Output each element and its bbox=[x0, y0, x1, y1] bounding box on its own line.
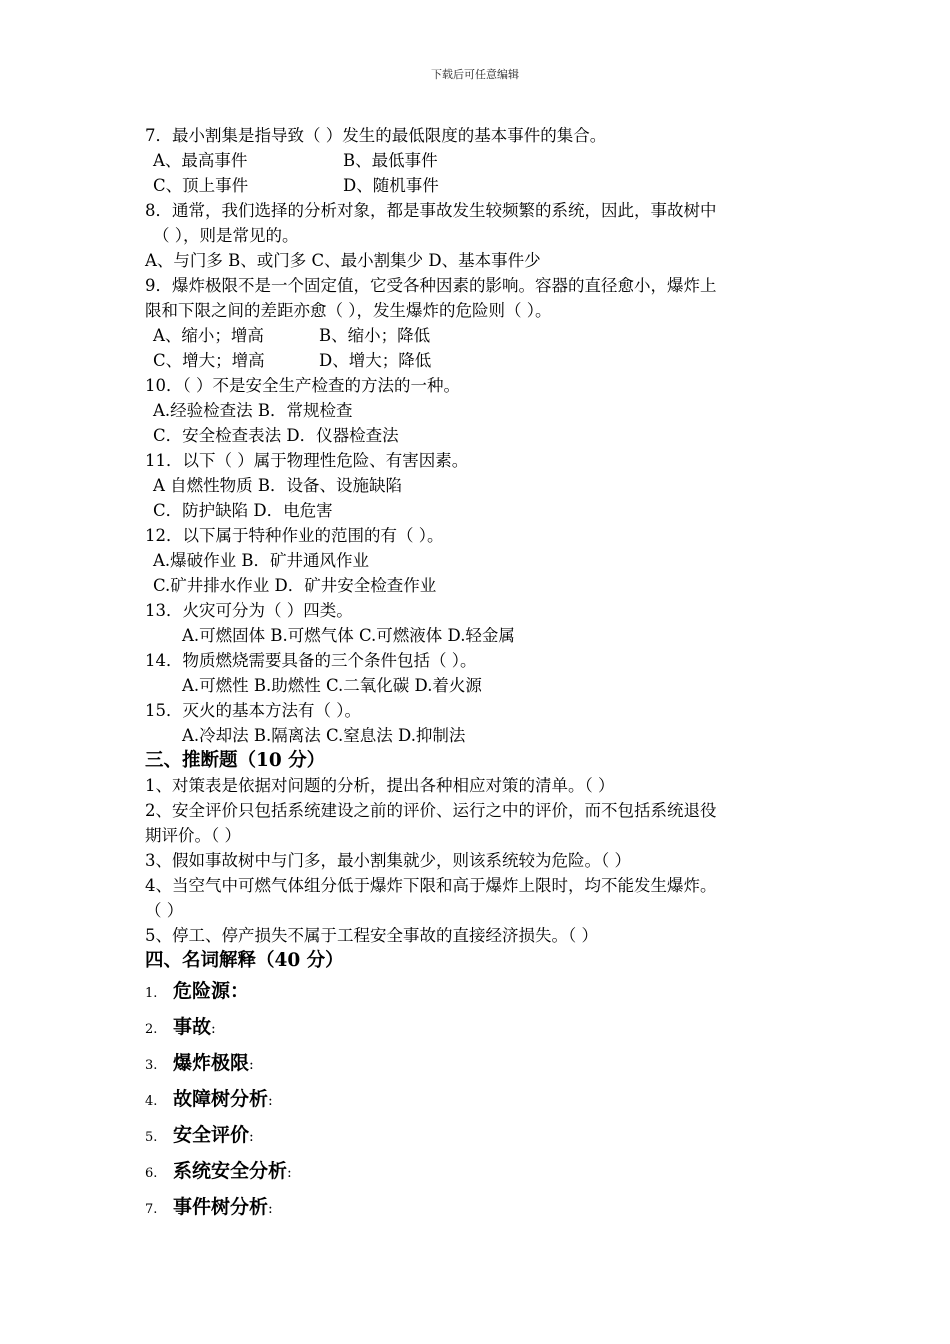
question-14-stem: 14．物质燃烧需要具备的三个条件包括（ ）。 bbox=[145, 651, 477, 670]
question-15-options: A.冷却法 B.隔离法 C.窒息法 D.抑制法 bbox=[182, 726, 466, 745]
question-15-stem: 15．灭火的基本方法有（ ）。 bbox=[145, 701, 361, 720]
question-11-stem: 11．以下（ ）属于物理性危险、有害因素。 bbox=[145, 451, 469, 470]
option-a: A、缩小；增高 bbox=[153, 326, 264, 345]
term-colon: : bbox=[287, 1165, 292, 1181]
question-7-stem: 7．最小割集是指导致（ ）发生的最低限度的基本事件的集合。 bbox=[145, 126, 607, 145]
term-item bbox=[145, 1009, 825, 1045]
question-10-options-ab: A.经验检查法 B．常规检查 bbox=[153, 401, 353, 420]
term-text: 事件树分析 bbox=[173, 1196, 269, 1218]
option-c: C、增大；增高 bbox=[153, 351, 265, 370]
question-11-options-ab: A 自燃性物质 B．设备、设施缺陷 bbox=[153, 476, 403, 495]
term-item bbox=[145, 1045, 825, 1081]
option-b: B、最低事件 bbox=[343, 151, 438, 170]
page-header: 下载后可任意编辑 bbox=[431, 68, 519, 81]
term-number: 5. bbox=[145, 1130, 158, 1145]
document-body bbox=[145, 123, 825, 1225]
term-colon: : bbox=[249, 1057, 254, 1073]
question-11-options-cd: C．防护缺陷 D．电危害 bbox=[153, 501, 333, 520]
option-d: D、随机事件 bbox=[343, 176, 439, 195]
term-item bbox=[145, 1117, 825, 1153]
term-text: 安全评价 bbox=[173, 1124, 250, 1146]
term-colon: ： bbox=[230, 980, 250, 1002]
question-7-options-cd bbox=[145, 173, 825, 198]
option-a: A、最高事件 bbox=[153, 151, 248, 170]
question-13-options: A.可燃固体 B.可燃气体 C.可燃液体 D.轻金属 bbox=[182, 626, 515, 645]
option-d: D、增大；降低 bbox=[319, 351, 432, 370]
term-number: 1. bbox=[145, 986, 158, 1001]
question-9-stem-2: 限和下限之间的差距亦愈（ ），发生爆炸的危险则（ ）。 bbox=[145, 301, 552, 320]
question-10-options-cd: C．安全检查表法 D．仪器检查法 bbox=[153, 426, 399, 445]
term-item bbox=[145, 1153, 825, 1189]
question-12-options-cd: C.矿井排水作业 D．矿井安全检查作业 bbox=[153, 576, 437, 595]
term-colon: : bbox=[211, 1021, 216, 1037]
term-number: 3. bbox=[145, 1058, 158, 1073]
question-12-stem: 12．以下属于特种作业的范围的有（ ）。 bbox=[145, 526, 444, 545]
term-text: 系统安全分析 bbox=[173, 1160, 288, 1182]
judgment-item: 期评价。（ ） bbox=[145, 826, 241, 845]
question-8-stem-1: 8．通常，我们选择的分析对象，都是事故发生较频繁的系统，因此，事故树中 bbox=[145, 201, 717, 220]
judgment-item: （ ） bbox=[145, 901, 184, 920]
judgment-item: 1、对策表是依据对问题的分析，提出各种相应对策的清单。（ ） bbox=[145, 776, 615, 795]
term-text: 故障树分析 bbox=[173, 1088, 269, 1110]
term-number: 4. bbox=[145, 1094, 158, 1109]
term-item bbox=[145, 1189, 825, 1225]
question-9-stem-1: 9．爆炸极限不是一个固定值，它受各种因素的影响。容器的直径愈小，爆炸上 bbox=[145, 276, 717, 295]
judgment-item: 4、当空气中可燃气体组分低于爆炸下限和高于爆炸上限时，均不能发生爆炸。 bbox=[145, 876, 717, 895]
term-number: 7. bbox=[145, 1202, 158, 1217]
question-13-stem: 13．火灾可分为（ ）四类。 bbox=[145, 601, 353, 620]
term-text: 事故 bbox=[173, 1016, 212, 1038]
question-8-stem-2: （ ），则是常见的。 bbox=[153, 226, 299, 245]
option-c: C、顶上事件 bbox=[153, 176, 249, 195]
term-text: 爆炸极限 bbox=[173, 1052, 250, 1074]
term-item bbox=[145, 1081, 825, 1117]
term-number: 2. bbox=[145, 1022, 158, 1037]
term-colon: : bbox=[268, 1201, 273, 1217]
term-number: 6. bbox=[145, 1166, 158, 1181]
judgment-item: 5、停工、停产损失不属于工程安全事故的直接经济损失。（ ） bbox=[145, 926, 598, 945]
question-9-options-ab bbox=[145, 323, 825, 348]
question-7-options-ab bbox=[145, 148, 825, 173]
term-colon: : bbox=[268, 1093, 273, 1109]
question-12-options-ab: A.爆破作业 B．矿井通风作业 bbox=[153, 551, 370, 570]
question-14-options: A.可燃性 B.助燃性 C.二氧化碳 D.着火源 bbox=[182, 676, 482, 695]
section-4-heading: 四、名词解释（40 分） bbox=[145, 950, 344, 971]
judgment-item: 3、假如事故树中与门多，最小割集就少，则该系统较为危险。（ ） bbox=[145, 851, 631, 870]
term-text: 危险源 bbox=[173, 980, 231, 1002]
option-b: B、缩小；降低 bbox=[319, 326, 431, 345]
section-3-heading: 三、推断题（10 分） bbox=[145, 750, 326, 771]
judgment-item: 2、安全评价只包括系统建设之前的评价、运行之中的评价，而不包括系统退役 bbox=[145, 801, 717, 820]
question-9-options-cd bbox=[145, 348, 825, 373]
question-10-stem: 10．（ ）不是安全生产检查的方法的一种。 bbox=[145, 376, 460, 395]
question-8-options: A、与门多 B、或门多 C、最小割集少 D、基本事件少 bbox=[145, 251, 541, 270]
term-colon: : bbox=[249, 1129, 254, 1145]
term-item bbox=[145, 973, 825, 1009]
